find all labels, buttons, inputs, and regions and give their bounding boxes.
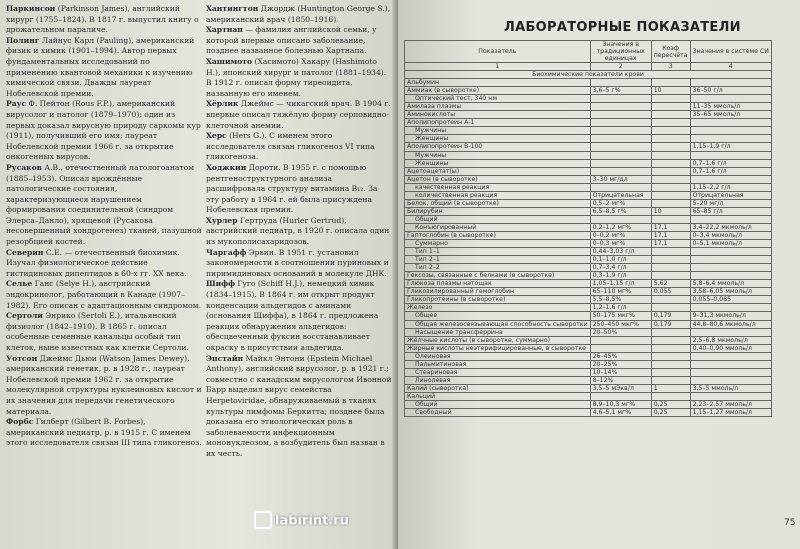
table-cell (651, 256, 690, 264)
entry-text: (Хасимото) Хакару (Hashimoto H.), японский хирург и патолог (1881–1934). В 1912 г. описал форму тиреоидита, названную его именем. (206, 56, 387, 98)
header-traditional: Значения в традиционных единицах (590, 41, 651, 63)
glossary-entry (206, 57, 392, 99)
table-cell: Отрицательная (590, 191, 651, 199)
table-cell: Билирубин (405, 207, 591, 215)
table-row (405, 167, 772, 175)
table-row (405, 264, 772, 272)
entry-text: Энрико (Sertoli E.), итальянский физиолог (1842–1910). В 1865 г. описал особенные семенные канальцы особый тип клеток, ныне известных как клетки Сертоли. (6, 311, 189, 352)
entry-name: Хашимото (206, 56, 253, 66)
table-cell: 0–0,2 мг% (590, 231, 651, 239)
column-number-row (405, 63, 772, 71)
table-cell: Общее (405, 312, 591, 320)
table-cell (651, 360, 690, 368)
watermark-icon (254, 511, 272, 529)
table-cell: 5,8–6,4 ммоль/л (690, 280, 771, 288)
table-cell: Мужчины (405, 151, 591, 159)
table-row (405, 223, 772, 231)
glossary-entry (206, 25, 392, 57)
table-cell (590, 215, 651, 223)
table-cell: Общая железосвязывающая способность сыворотки (405, 320, 591, 328)
table-row (405, 175, 772, 183)
table-cell: Оптический тест, 340 нм (405, 95, 591, 103)
table-cell (690, 248, 771, 256)
table-cell: Калий (сыворотка) (405, 384, 591, 392)
table-cell (690, 151, 771, 159)
table-cell: 3,4–22,2 мкмоль/л (690, 223, 771, 231)
lab-values-table (404, 40, 772, 417)
table-cell (651, 159, 690, 167)
table-cell (651, 183, 690, 191)
table-cell: Жирные кислоты неэтерифицированные, в сыворотке (405, 344, 591, 352)
table-row (405, 207, 772, 215)
table-cell (651, 368, 690, 376)
table-row (405, 352, 772, 360)
table-cell: 35–65 ммоль/л (690, 111, 771, 119)
entry-name: Чаргафф (206, 247, 247, 257)
table-cell (690, 264, 771, 272)
entry-text: А.В., отечественный патологоанатом (1885–1953). Описал врождённые патологические состояния, характеризующиеся нарушением формирования соединительной (синдром Элерса–Данло), хрящевой (Русакова несовершенный хондрогенез) тканей, пазушной резорбцией костей. (6, 162, 202, 247)
table-cell: Тип 1–1 (405, 248, 591, 256)
table-row (405, 392, 772, 400)
glossary-entry (6, 36, 202, 100)
table-cell: Ацетон (в сыворотке) (405, 175, 591, 183)
table-cell: 5–20 мг/л (690, 199, 771, 207)
table-cell: Глюкоза плазмы натощак (405, 280, 591, 288)
glossary-entry (206, 163, 392, 216)
table-cell: 3,58–6,05 ммоль/л (690, 288, 771, 296)
table-cell (651, 272, 690, 280)
entry-text: Лайнус Карл (Pauling), американский физик и химик (1901–1994). Автор первых фундаментальных исследований по применению квантовой механики к изучению химической связи. Дважды лауреат Нобелевской премии. (6, 35, 195, 98)
table-cell: 8,9–10,3 мг% (590, 400, 651, 408)
table-cell (651, 151, 690, 159)
table-cell: 11–35 ммоль/л (690, 103, 771, 111)
table-row (405, 409, 772, 417)
table-row (405, 95, 772, 103)
table-cell: 20–25% (590, 360, 651, 368)
table-cell (651, 336, 690, 344)
table-cell (590, 183, 651, 191)
table-cell (690, 95, 771, 103)
table-cell (590, 79, 651, 87)
table-cell: Аммиак (в сыворотке) (405, 87, 591, 95)
glossary-entry (206, 131, 392, 163)
table-row (405, 360, 772, 368)
entry-name: Херс (206, 131, 227, 141)
table-cell (651, 304, 690, 312)
table-cell (651, 264, 690, 272)
table-row (405, 280, 772, 288)
table-row (405, 304, 772, 312)
table-cell: 0,7–1,6 г/л (690, 159, 771, 167)
table-cell (690, 119, 771, 127)
entry-name: Эпстайн (206, 353, 244, 363)
table-cell: Железо (405, 304, 591, 312)
table-cell: Конъюгированный (405, 223, 591, 231)
entry-text: Гертруда (Hurler Gertrud), австрийский педиатр, в 1920 г. описала один из мукополисахаридозов. (206, 215, 390, 247)
table-cell: 9–31,3 мкмоль/л (690, 312, 771, 320)
entry-text: (Hers G.). С именем этого исследователя связан гликогеноз VI типа гликогеноза. (206, 131, 375, 162)
table-cell: Тип 2–2 (405, 264, 591, 272)
table-cell: 26–45% (590, 352, 651, 360)
table-cell (651, 328, 690, 336)
entry-name: Уотсон (6, 353, 38, 363)
table-row (405, 127, 772, 135)
table-row (405, 336, 772, 344)
table-cell (651, 119, 690, 127)
table-cell (651, 143, 690, 151)
table-cell: Гаптоглобин (в сыворотке) (405, 231, 591, 239)
table-row (405, 344, 772, 352)
table-cell: 65–110 мг% (590, 288, 651, 296)
table-cell (590, 127, 651, 135)
entry-name: Хёрлик (206, 99, 239, 109)
table-cell (651, 127, 690, 135)
glossary-column-2 (206, 4, 392, 460)
table-cell (651, 215, 690, 223)
right-page (398, 0, 800, 549)
table-cell: Жёлчные кислоты (в сыворотке, суммарно) (405, 336, 591, 344)
table-row (405, 272, 772, 280)
page-number: 75 (784, 518, 796, 528)
entry-name: Русаков (6, 162, 42, 172)
glossary-entry (206, 354, 392, 460)
left-page (0, 0, 398, 549)
table-row (405, 384, 772, 392)
table-cell: Мужчины (405, 127, 591, 135)
table-cell: Гликопротеины (в сыворотке) (405, 296, 591, 304)
table-cell (690, 256, 771, 264)
table-cell: Общий (405, 400, 591, 408)
glossary-entry (6, 417, 202, 449)
table-cell: Линолевая (405, 376, 591, 384)
table-row (405, 79, 772, 87)
table-row (405, 199, 772, 207)
table-cell: 17,1 (651, 240, 690, 248)
entry-name: Хартнап (206, 25, 243, 35)
glossary-entry (206, 4, 392, 25)
header-si: Значения в системе СИ (690, 41, 771, 63)
table-row (405, 159, 772, 167)
glossary-entry (206, 279, 392, 353)
table-cell: 1 (651, 384, 690, 392)
entry-name: Полинг (6, 35, 40, 45)
table-cell: Тип 2–1 (405, 256, 591, 264)
section-title: Биохимические показатели крови (405, 71, 772, 79)
table-cell: Гликозилированный гемоглобин (405, 288, 591, 296)
table-cell: количественная реакция (405, 191, 591, 199)
table-cell: 3,5–5 ммоль/л (690, 384, 771, 392)
table-cell: 250–450 мкг% (590, 320, 651, 328)
glossary-entry (6, 163, 202, 248)
entry-name: Паркинсон (6, 4, 56, 13)
table-cell: 0,179 (651, 312, 690, 320)
table-cell (651, 344, 690, 352)
table-cell: 0–0,3 мг% (590, 240, 651, 248)
table-header-row (405, 41, 772, 63)
table-cell: 0,055–0,085 (690, 296, 771, 304)
table-cell (690, 368, 771, 376)
table-row (405, 312, 772, 320)
table-cell (651, 95, 690, 103)
entry-text: Ф. Пейтон (Rous F.P.), американский вирусолог и патолог (1879–1970); один из первых доказал вирусную природу саркомы кур (1911), получивший его имя; лауреат Нобелевской премии 1966 г. за открытие онкогенных вирусов. (6, 99, 201, 162)
glossary-entry (6, 311, 202, 353)
table-row (405, 111, 772, 119)
entry-name: Ходжкин (206, 162, 247, 172)
table-cell: 0,2–1,2 мг% (590, 223, 651, 231)
table-cell (651, 352, 690, 360)
table-cell (651, 296, 690, 304)
watermark-text: labirint.ru (275, 513, 349, 529)
glossary-entry (6, 4, 202, 36)
table-cell: Олеиновая (405, 352, 591, 360)
table-cell (690, 352, 771, 360)
glossary-entry (206, 99, 392, 131)
table-row (405, 248, 772, 256)
table-cell: 20–50% (590, 328, 651, 336)
table-cell: Отрицательная (690, 191, 771, 199)
table-cell (651, 191, 690, 199)
table-row (405, 143, 772, 151)
entry-text: Майкл Энтони (Epstein Michael Anthony), английский вирусолог, р. в 1921 г.; совместно с канадским вирусологом Ивонной Барр выделил вирус семейства Herpetoviridae, обнаруживаемый в тканях культуры лимфомы Беркитта; позднее была доказана его этиологическая роль в заболеваемости инфекционным мононуклеозом, а возбудитель был назван в их честь. (206, 353, 392, 458)
table-row (405, 191, 772, 199)
glossary-entry (206, 248, 392, 280)
entry-text: Ганс (Selye H.), австрийский эндокринолог, работающий в Канаде (1907–1982). Его описан с адаптационным синдромом. (6, 279, 202, 310)
table-cell: Женщины (405, 135, 591, 143)
entry-text: Гуго (Schiff H.J.), немецкий химик (1834–1915). В 1864 г. им открыт продукт конденсации альдегидов с аминами (основания Шиффа), в 1864 г. предложена реакция обнаружения альдегидов: обесцвеченный фуксин восстанавливает окраску в присутствии альдегида. (206, 279, 379, 352)
table-row (405, 183, 772, 191)
table-cell (690, 79, 771, 87)
table-cell: 0,40–0,90 ммоль/л (690, 344, 771, 352)
table-cell: Альбумин (405, 79, 591, 87)
header-coefficient: Коэф пересчёта (651, 41, 690, 63)
table-cell (690, 175, 771, 183)
table-row (405, 119, 772, 127)
table-cell: 6,5–8,5 г% (590, 207, 651, 215)
entry-text: Эрвин. В 1951 г. установил закономерности в соотношении пуриновых и пиримидиновых оснований в молекуле ДНК. (206, 247, 389, 278)
table-cell (590, 111, 651, 119)
table-cell (690, 376, 771, 384)
table-cell: 1,15–1,9 г/л (690, 143, 771, 151)
section-row (405, 71, 772, 79)
glossary-entry (6, 279, 202, 311)
entry-text: Джордж (Huntington George S.), американский врач (1850–1916). (206, 4, 391, 24)
column-number: 2 (590, 63, 651, 71)
table-cell (590, 135, 651, 143)
table-cell: Белок, общий (в сыворотке) (405, 199, 591, 207)
table-cell (690, 360, 771, 368)
table-row (405, 400, 772, 408)
glossary-entry (6, 248, 202, 280)
table-cell: 65–85 г/л (690, 207, 771, 215)
glossary-entry (6, 99, 202, 163)
table-cell (690, 215, 771, 223)
table-cell (590, 159, 651, 167)
table-cell (590, 103, 651, 111)
entry-text: — фамилия английской семьи, у которой впервые описано заболевание, позднее названное болезнью Хартнапа. (206, 25, 377, 56)
entry-text: Джеймс — чикагский врач. В 1904 г. впервые описал тяжёлую форму серповидно-клеточной анемии. (206, 99, 391, 130)
table-row (405, 87, 772, 95)
table-cell (690, 304, 771, 312)
table-cell: 3,5–5 мЭкв/л (590, 384, 651, 392)
table-cell (690, 135, 771, 143)
table-row (405, 256, 772, 264)
entry-name: Сертоли (6, 311, 43, 321)
table-cell (690, 392, 771, 400)
glossary-entry (6, 354, 202, 418)
table-cell: 17,1 (651, 223, 690, 231)
table-cell: Стеариновая (405, 368, 591, 376)
table-cell (651, 111, 690, 119)
table-row (405, 368, 772, 376)
entry-name: Хантингтон (206, 4, 259, 13)
entry-name: Селье (6, 279, 33, 289)
glossary-column-1 (6, 4, 202, 449)
table-cell: Аполипопротеин А-1 (405, 119, 591, 127)
table-cell (690, 328, 771, 336)
table-cell (590, 95, 651, 103)
table-cell: 0,25 (651, 400, 690, 408)
table-row (405, 288, 772, 296)
table-cell (651, 103, 690, 111)
table-cell (651, 248, 690, 256)
table-cell: 0–5,1 мкмоль/л (690, 240, 771, 248)
watermark-logo (254, 512, 349, 530)
table-cell: Гексозы, связанные с белками (в сыворотке) (405, 272, 591, 280)
table-cell: 10 (651, 87, 690, 95)
entry-text: С.Е. — отечественный биохимик. Изучал физиологическое действие гистидиновых дипептидов в 60-х гг. XX века. (6, 247, 187, 278)
table-cell (651, 135, 690, 143)
table-row (405, 296, 772, 304)
table-cell: Аполипопротеин В-100 (405, 143, 591, 151)
table-cell: 44,8–80,6 мкмоль/л (690, 320, 771, 328)
table-cell (590, 344, 651, 352)
table-cell (651, 79, 690, 87)
table-cell: 0,25 (651, 409, 690, 417)
table-cell: Суммарно (405, 240, 591, 248)
table-row (405, 320, 772, 328)
column-number: 4 (690, 63, 771, 71)
table-cell: Насыщение трансферрина (405, 328, 591, 336)
table-cell (651, 199, 690, 207)
entry-text: (Parkinson James), английский хирург (1755–1824). В 1817 г. выпустил книгу о дрожательном параличе. (6, 4, 199, 35)
table-row (405, 103, 772, 111)
table-row (405, 215, 772, 223)
entry-text: Дороти. В 1955 г. с помощью рентгеноструктурного анализа расшифровала структуру витамина B₁₂. За эту работу в 1964 г. ей была присуждена Нобелевская премия. (206, 162, 378, 215)
table-cell: Свободный (405, 409, 591, 417)
table-row (405, 135, 772, 143)
table-cell: 1,2–1,6 г/л (590, 304, 651, 312)
column-number: 1 (405, 63, 591, 71)
table-cell: 5,62 (651, 280, 690, 288)
table-row (405, 240, 772, 248)
table-cell (590, 151, 651, 159)
table-cell: 1,05–1,15 г/л (590, 280, 651, 288)
table-cell: Женщины (405, 159, 591, 167)
table-cell (651, 175, 690, 183)
entry-text: Гилберт (Gilbert B. Forbes), американский педиатр, р. в 1915 г. С именем этого исследователя связан III типа гликогеноз. (6, 417, 202, 448)
table-cell: качественная реакция (405, 183, 591, 191)
entry-name: Хурлер (206, 215, 238, 225)
entry-text: Джеймс Дьюи (Watson James Dewey), американский генетик, р. в 1928 г., лауреат Нобелевской премии 1962 г. за открытие молекулярной структуры нуклеиновых кислот и их значения для передачи генетического материала. (6, 353, 202, 416)
entry-name: Северин (6, 247, 44, 257)
table-cell: 10 (651, 207, 690, 215)
table-row (405, 231, 772, 239)
table-cell: Кальций (405, 392, 591, 400)
table-cell: 3–30 мг/дл (590, 175, 651, 183)
page-title: ЛАБОРАТОРНЫЕ ПОКАЗАТЕЛИ (504, 20, 741, 35)
table-cell (690, 127, 771, 135)
table-cell (690, 272, 771, 280)
table-cell: 0,3–1,9 г/л (590, 272, 651, 280)
table-cell: 10–14% (590, 368, 651, 376)
header-indicator: Показатель (405, 41, 591, 63)
table-cell: 2,5–6,8 мкмоль/л (690, 336, 771, 344)
table-cell: 0,5–2 мг% (590, 199, 651, 207)
glossary-entry (206, 216, 392, 248)
table-cell (590, 167, 651, 175)
table-cell: Общий (405, 215, 591, 223)
table-cell: 3,6–5 г% (590, 87, 651, 95)
table-cell: 36–50 г/л (690, 87, 771, 95)
table-cell: 1,15–2,2 г/л (690, 183, 771, 191)
table-cell (590, 143, 651, 151)
table-cell: 2,23–2,57 ммоль/л (690, 400, 771, 408)
table-cell: Амилаза плазмы (405, 103, 591, 111)
table-cell (590, 336, 651, 344)
table-cell (590, 392, 651, 400)
table-cell (651, 167, 690, 175)
table-cell: Пальмитиновая (405, 360, 591, 368)
table-cell: 5,5–8,5% (590, 296, 651, 304)
table-cell: 0,179 (651, 320, 690, 328)
table-cell: 0,055 (651, 288, 690, 296)
entry-name: Форбс (6, 417, 34, 427)
table-row (405, 376, 772, 384)
table-cell: 50–175 мкг% (590, 312, 651, 320)
table-cell: 0,1–1,0 г/л (590, 256, 651, 264)
table-cell: 0,7–3,4 г/л (590, 264, 651, 272)
table-cell: 17,1 (651, 231, 690, 239)
table-cell: Аминокислоты (405, 111, 591, 119)
table-cell (651, 392, 690, 400)
table-cell: 8–12% (590, 376, 651, 384)
table-cell: Ацетоацетат(ы) (405, 167, 591, 175)
column-number: 3 (651, 63, 690, 71)
table-cell: 0–3,4 мкмоль/л (690, 231, 771, 239)
entry-name: Раус (6, 99, 27, 109)
table-cell: 1,15–1,27 ммоль/л (690, 409, 771, 417)
table-cell: 0,44–3,03 г/л (590, 248, 651, 256)
table-row (405, 328, 772, 336)
entry-name: Шифф (206, 279, 235, 289)
table-cell: 0,7–1,6 г/л (690, 167, 771, 175)
table-cell (651, 376, 690, 384)
table-cell (590, 119, 651, 127)
table-cell: 4,6–5,1 мг% (590, 409, 651, 417)
table-row (405, 151, 772, 159)
